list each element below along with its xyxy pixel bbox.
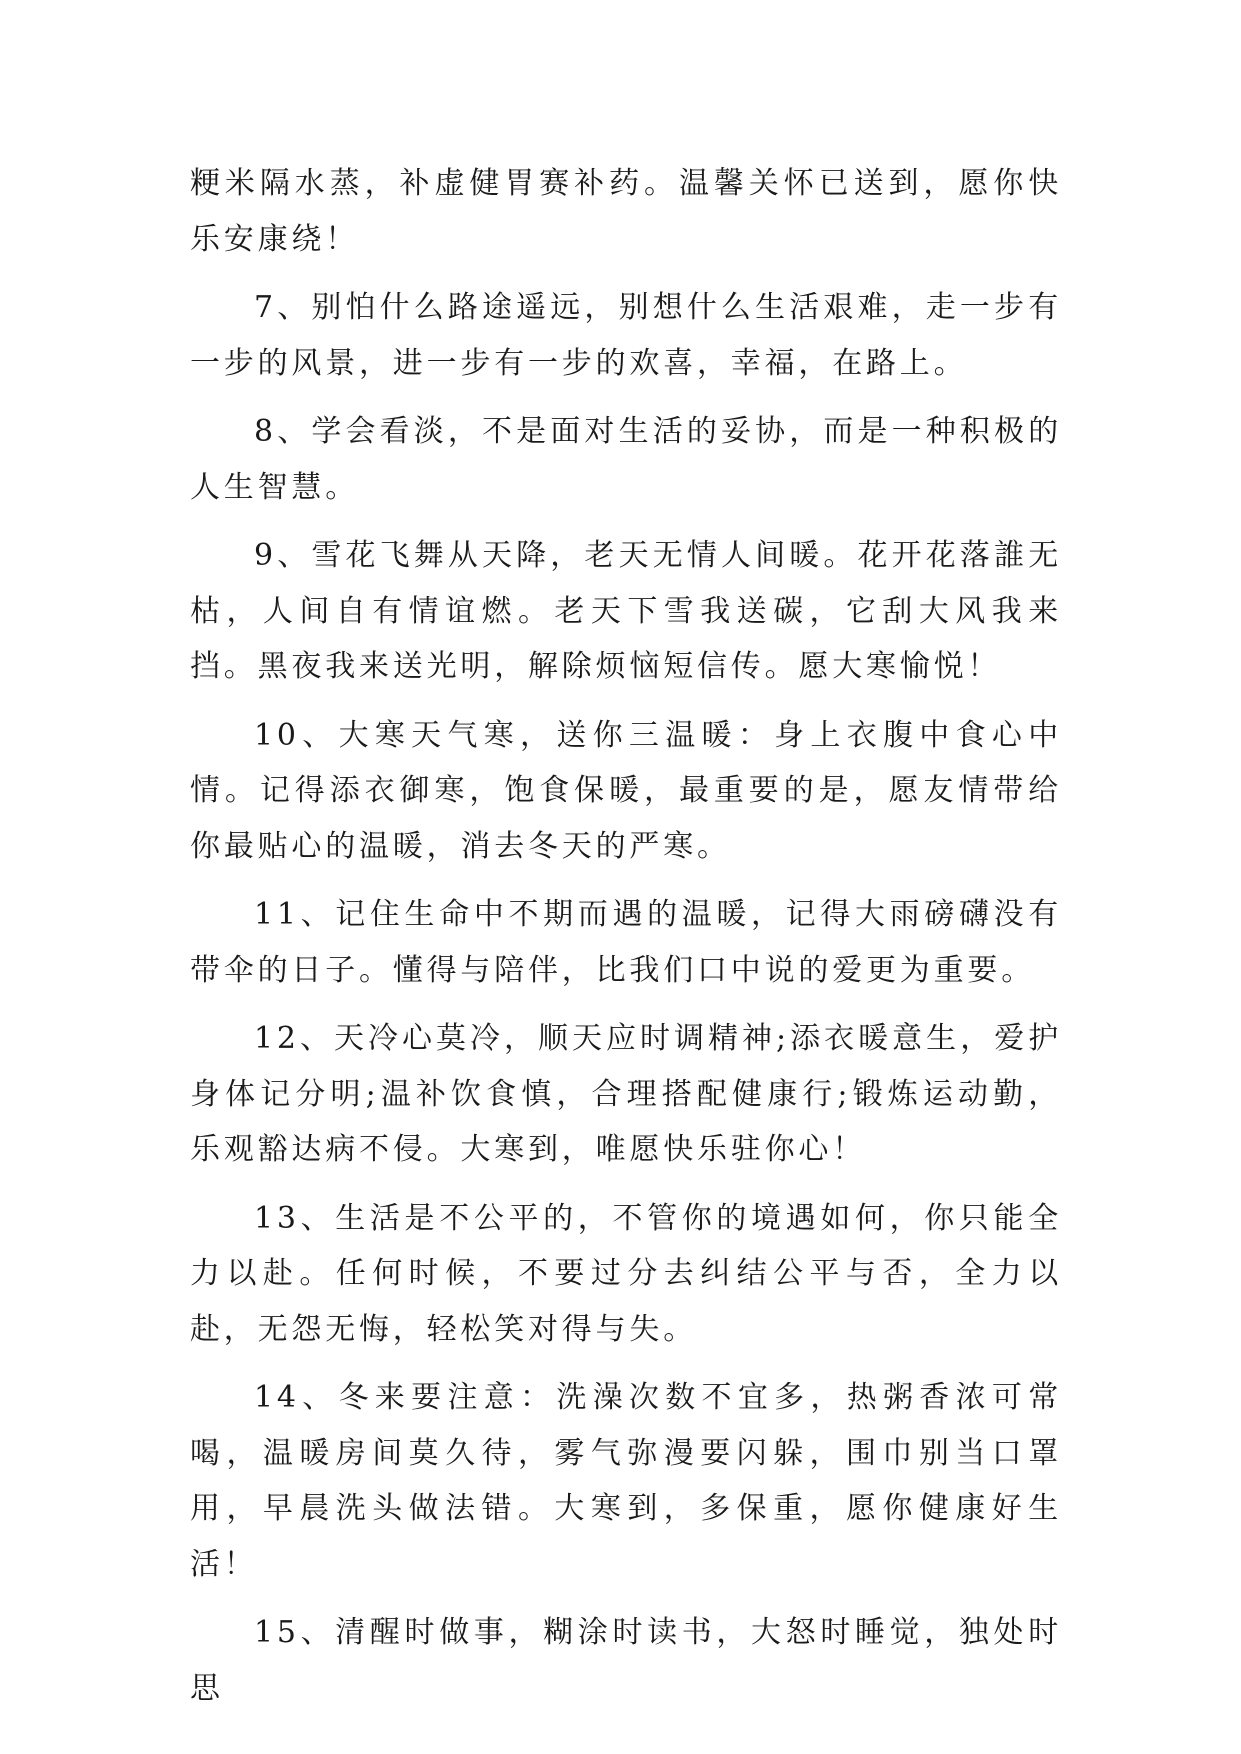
- paragraph-9: 9、雪花飞舞从天降，老天无情人间暖。花开花落誰无枯，人间自有情谊燃。老天下雪我送碳，它刮大风我来挡。黑夜我来送光明，解除烦恼短信传。愿大寒愉悦！: [190, 538, 1062, 684]
- paragraph-12: 12、天冷心莫冷，顺天应时调精神;添衣暖意生，爱护身体记分明;温补饮食慎，合理搭配健康行;锻炼运动勤，乐观豁达病不侵。大寒到，唯愿快乐驻你心！: [190, 1021, 1062, 1167]
- paragraph-15: 15、清醒时做事，糊涂时读书，大怒时睡觉，独处时思: [190, 1615, 1062, 1706]
- paragraph-14: 14、冬来要注意：洗澡次数不宜多，热粥香浓可常喝，温暖房间莫久待，雾气弥漫要闪躲，围巾别当口罩用，早晨洗头做法错。大寒到，多保重，愿你健康好生活！: [190, 1380, 1062, 1582]
- paragraph-11: 11、记住生命中不期而遇的温暖，记得大雨磅礴没有带伞的日子。懂得与陪伴，比我们口中说的爱更为重要。: [190, 897, 1062, 988]
- paragraph-10: 10、大寒天气寒，送你三温暖：身上衣腹中食心中情。记得添衣御寒，饱食保暖，最重要的是，愿友情带给你最贴心的温暖，消去冬天的严寒。: [190, 717, 1062, 864]
- paragraph-13: 13、生活是不公平的，不管你的境遇如何，你只能全力以赴。任何时候，不要过分去纠结公平与否，全力以赴，无怨无悔，轻松笑对得与失。: [190, 1200, 1062, 1347]
- paragraph-7: 7、别怕什么路途遥远，别想什么生活艰难，走一步有一步的风景，进一步有一步的欢喜，幸福，在路上。: [190, 290, 1062, 381]
- paragraph-8: 8、学会看淡，不是面对生活的妥协，而是一种积极的人生智慧。: [190, 414, 1062, 505]
- document-body: [190, 156, 1062, 1729]
- paragraph-6-continuation: 粳米隔水蒸，补虚健胃赛补药。温馨关怀已送到，愿你快乐安康绕！: [190, 166, 1062, 257]
